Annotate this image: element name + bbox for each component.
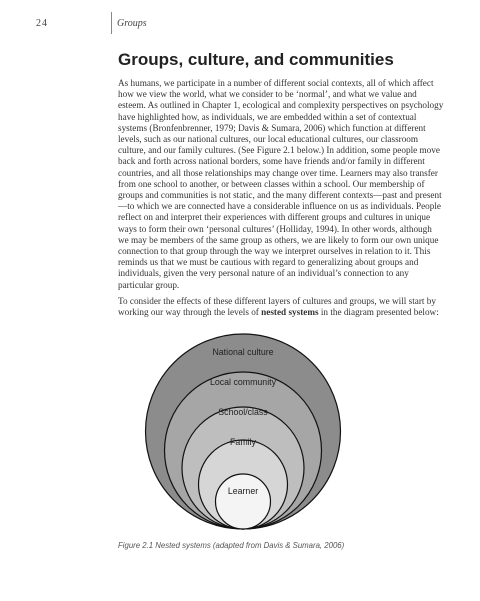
running-head: Groups — [117, 18, 147, 29]
label-family: Family — [230, 437, 256, 447]
header-divider — [111, 12, 112, 34]
closing-paragraph-start: To consider the effects of these different layers of cultures and groups, we will start by working our way through the levels of — [118, 295, 436, 318]
figure-caption: Figure 2.1 Nested systems (adapted from Davis & Sumara, 2006) — [118, 541, 345, 550]
nested-circles — [118, 328, 444, 538]
label-learner: Learner — [227, 486, 259, 496]
nested-systems-term: nested systems — [261, 307, 319, 318]
circle-learner — [216, 474, 271, 529]
section-title: Groups, culture, and communities — [118, 50, 394, 69]
label-local-community: Local community — [209, 377, 277, 387]
label-national-culture: National culture — [212, 347, 274, 357]
page-number: 24 — [36, 18, 48, 29]
main-content — [118, 50, 444, 323]
page-header — [0, 18, 480, 32]
label-school-class: School/class — [218, 407, 268, 417]
closing-paragraph-end: in the diagram presented below: — [318, 307, 439, 318]
body-paragraph: As humans, we participate in a number of different social contexts, all of which affect how we view the world, what we consider to be ‘normal’, and what we value and esteem. As outlined in Chapter 1, ecological and complexity perspectives on psychology have highlighted how, as individuals, we are embedded within a set of contextual systems (Bronfenbrenner, 1979; Davis & Sumara, 2006) which function at different levels, such as our national cultures, our local educational cultures, our classroom culture, and our family cultures. (See Figure 2.1 below.) In addition, some people move back and forth across national borders, some have friends and/or family in different countries, and all those relationships may change over time. Learners may also transfer from one school to another, or between classes within a school. Our membership of groups and communities is not static, and the many different contexts—past and present—to which we are connected have a considerable influence on us as individuals. People reflect on and interpret their experiences with different groups and cultures in unique ways to form their own ‘personal cultures’ (Holliday, 1994). In other words, although we may be members of the same group as others, we are likely to form our own unique connection to that group through the way we interpret ourselves in relation to it. This reminds us that we must be cautious with regard to generalizing about groups and individuals, given the very personal nature of an individual’s connection to any particular group. — [118, 78, 444, 290]
closing-paragraph — [118, 296, 444, 318]
nested-systems-diagram — [118, 328, 444, 538]
